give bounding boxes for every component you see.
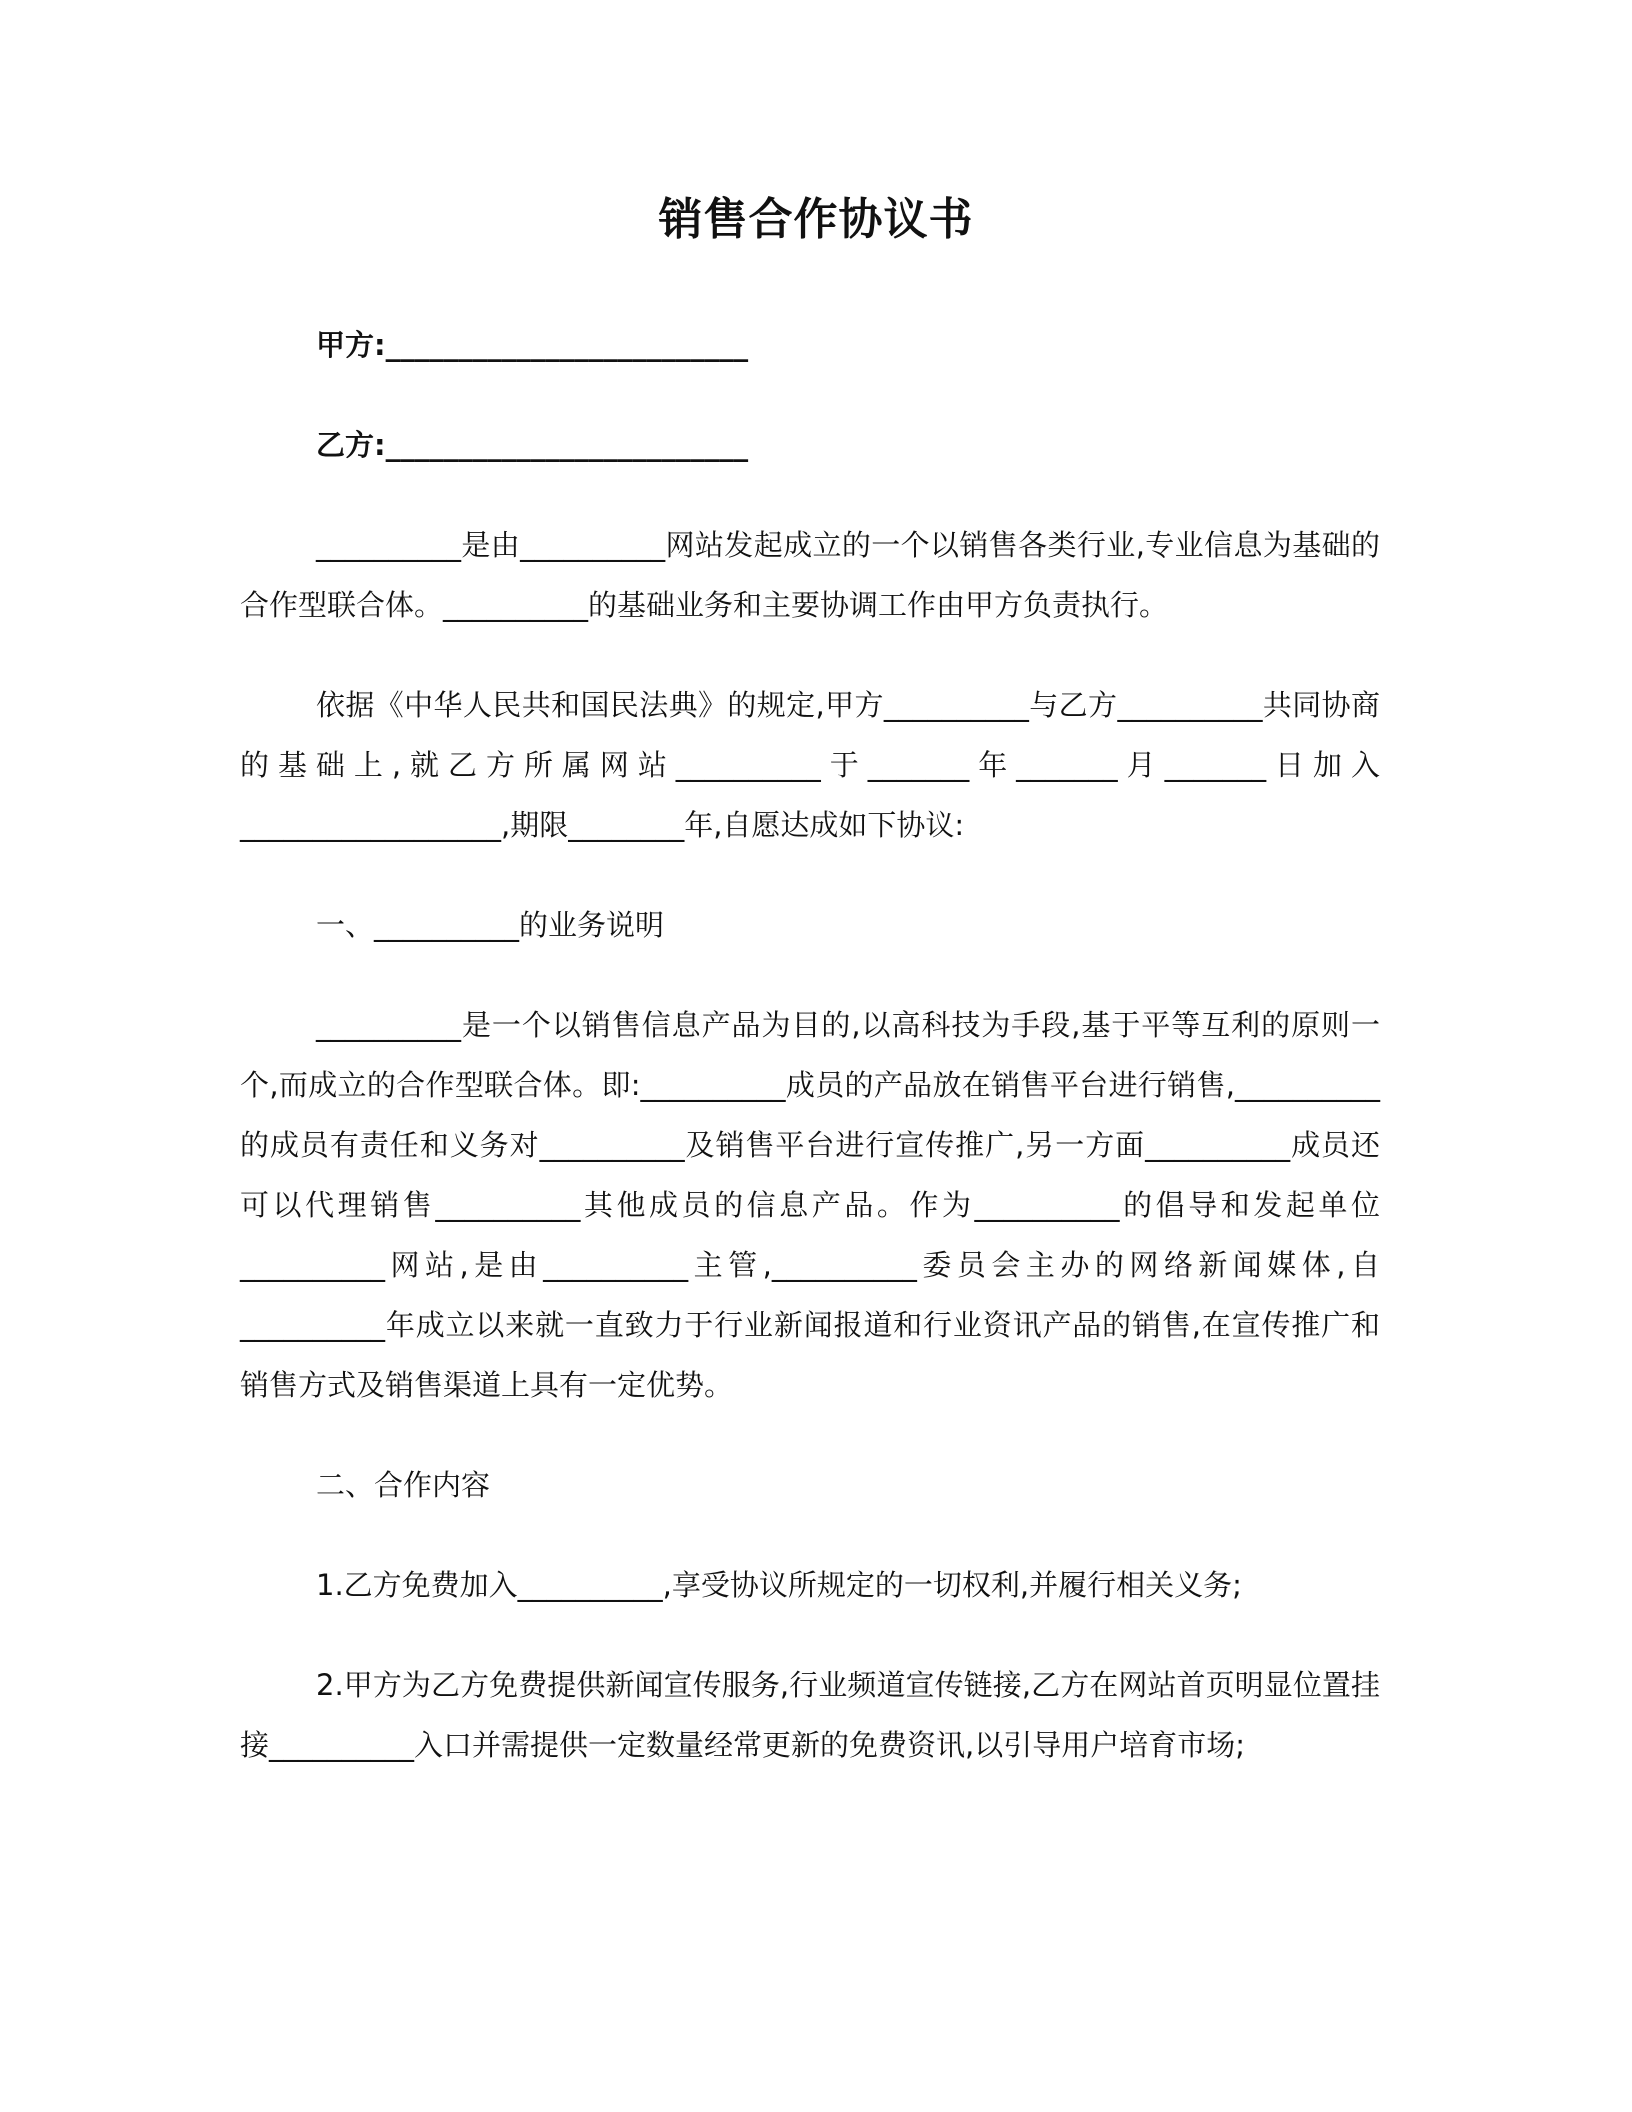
section-2-heading: 二、合作内容 <box>316 1468 491 1502</box>
document-body <box>240 315 1380 1775</box>
intro-paragraph: __________是由__________网站发起成立的一个以销售各类行业,专业信息为基础的合作型联合体。__________的基础业务和主要协调工作由甲方负责执行。 <box>240 528 1380 622</box>
cooperation-item-2: 2.甲方为乙方免费提供新闻宣传服务,行业频道宣传链接,乙方在网站首页明显位置挂接__________入口并需提供一定数量经常更新的免费资讯,以引导用户培育市场; <box>240 1668 1380 1762</box>
document-title: 销售合作协议书 <box>658 194 974 245</box>
basis-paragraph: 依据《中华人民共和国民法典》的规定,甲方__________与乙方__________共同协商的基础上,就乙方所属网站__________于_______年_______月_______日加入__________________,期限________年,自愿达成如下协议: <box>240 688 1380 842</box>
cooperation-item-1: 1.乙方免费加入__________,享受协议所规定的一切权利,并履行相关义务; <box>316 1568 1242 1602</box>
party-b-line: 乙方:_________________________ <box>316 428 749 462</box>
section-1-heading: 一、__________的业务说明 <box>316 908 665 942</box>
party-a-line: 甲方:_________________________ <box>316 328 749 362</box>
section-1-paragraph: __________是一个以销售信息产品为目的,以高科技为手段,基于平等互利的原则一个,而成立的合作型联合体。即:__________成员的产品放在销售平台进行销售,__________的成员有责任和义务对__________及销售平台进行宣传推广,另一方面__________成员还可以代理销售__________其他成员的信息产品。作为__________的倡导和发起单位__________网站,是由__________主管,__________委员会主办的网络新闻媒体,自__________年成立以来就一直致力于行业新闻报道和行业资讯产品的销售,在宣传推广和销售方式及销售渠道上具有一定优势。 <box>240 1008 1380 1402</box>
